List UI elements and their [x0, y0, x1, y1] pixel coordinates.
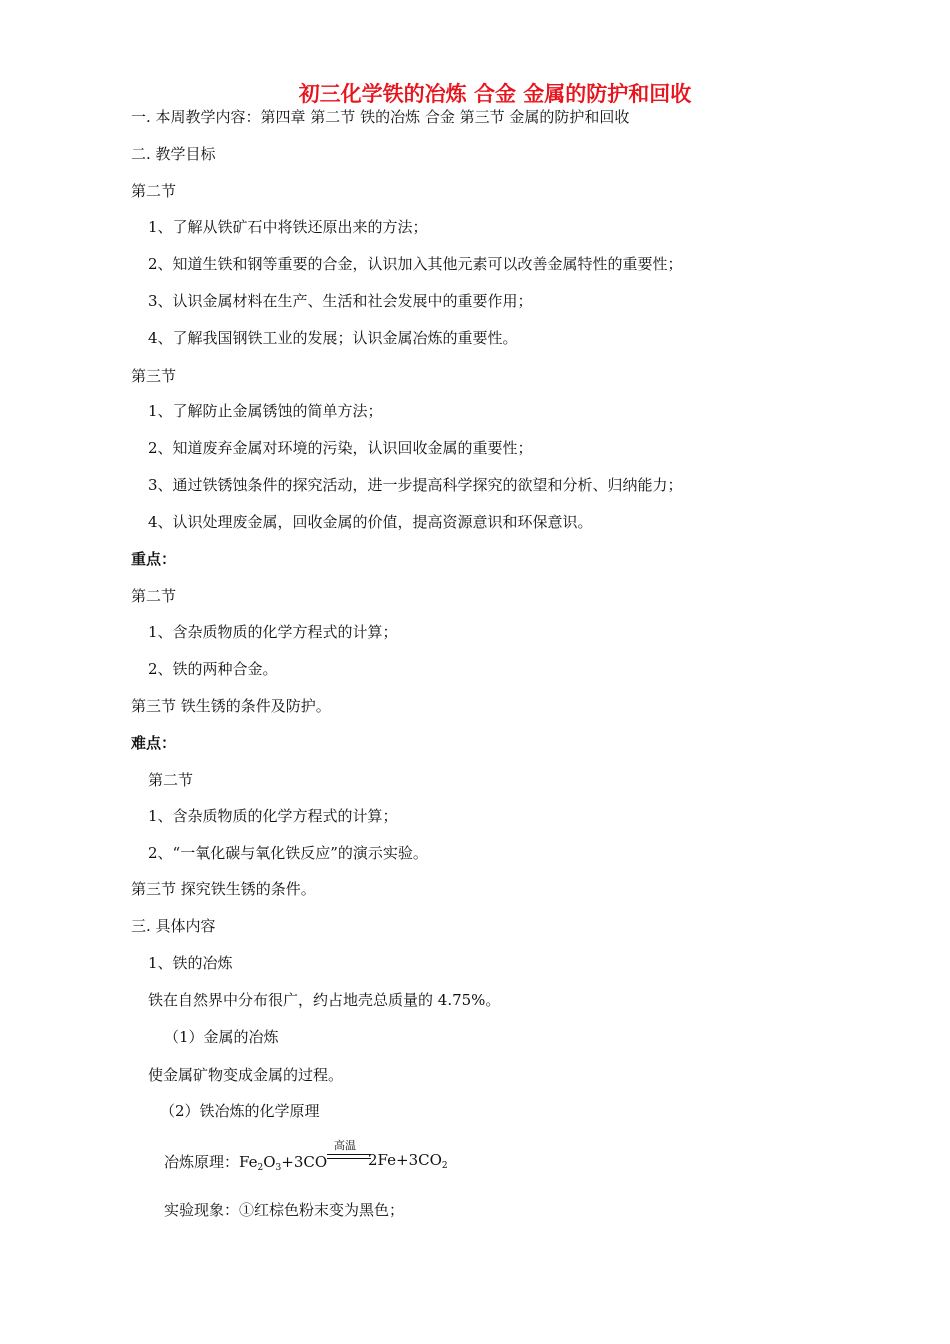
- co-reactant: +3CO: [281, 1153, 328, 1171]
- reaction-condition: 高温: [334, 1139, 356, 1152]
- difficult-item-2: 2、“一氧化碳与氧化铁反应”的演示实验。: [148, 844, 428, 862]
- fe-symbol: Fe: [239, 1153, 258, 1171]
- section-three-heading: 三. 具体内容: [131, 917, 216, 935]
- document-title: 初三化学铁的冶炼 合金 金属的防护和回收: [298, 82, 692, 106]
- goal-2-item-2: 2、知道生铁和钢等重要的合金，认识加入其他元素可以改善金属特性的重要性；: [148, 255, 683, 273]
- difficult-section-3: 第三节 探究铁生锈的条件。: [131, 880, 316, 898]
- section-one-content: 一. 本周教学内容：第四章 第二节 铁的冶炼 合金 第三节 金属的防护和回收: [131, 108, 630, 126]
- chemical-principle-subheading: （2）铁冶炼的化学原理: [160, 1102, 320, 1120]
- formula-label: 冶炼原理：: [164, 1153, 240, 1171]
- goal-3-item-3: 3、通过铁锈蚀条件的探究活动，进一步提高科学探究的欲望和分析、归纳能力；: [148, 476, 683, 494]
- iron-smelting-heading: 1、铁的冶炼: [148, 954, 233, 972]
- equation-equals-sign: [327, 1154, 371, 1159]
- metal-smelting-subheading: （1）金属的冶炼: [164, 1028, 279, 1046]
- metal-smelting-definition: 使金属矿物变成金属的过程。: [148, 1066, 344, 1084]
- difficult-section-2-heading: 第二节: [148, 771, 194, 789]
- product-text: 2Fe+3CO: [368, 1151, 442, 1169]
- difficult-item-1: 1、含杂质物质的化学方程式的计算；: [148, 807, 398, 825]
- equation-reactants: [164, 1151, 327, 1173]
- goal-section-3-heading: 第三节: [131, 367, 177, 385]
- goal-3-item-1: 1、了解防止金属锈蚀的简单方法；: [148, 402, 383, 420]
- key-section-2-heading: 第二节: [131, 587, 177, 605]
- iron-distribution-text: 铁在自然界中分布很广，约占地壳总质量的 4.75%。: [148, 991, 501, 1009]
- goal-2-item-1: 1、了解从铁矿石中将铁还原出来的方法；: [148, 218, 428, 236]
- fe-subscript: 2: [257, 1163, 264, 1173]
- o-subscript: 3: [275, 1163, 282, 1173]
- goal-2-item-4: 4、了解我国钢铁工业的发展；认识金属冶炼的重要性。: [148, 329, 518, 347]
- goal-3-item-4: 4、认识处理废金属，回收金属的价值，提高资源意识和环保意识。: [148, 513, 593, 531]
- key-points-heading: 重点：: [131, 550, 177, 568]
- co2-subscript: 2: [441, 1161, 448, 1171]
- difficult-points-heading: 难点：: [131, 734, 177, 752]
- experiment-phenomenon: 实验现象：①红棕色粉末变为黑色；: [164, 1201, 405, 1219]
- o-symbol: O: [263, 1153, 276, 1171]
- equation-products: [368, 1151, 448, 1171]
- section-two-heading: 二. 教学目标: [131, 145, 216, 163]
- goal-2-item-3: 3、认识金属材料在生产、生活和社会发展中的重要作用；: [148, 292, 533, 310]
- goal-3-item-2: 2、知道废弃金属对环境的污染，认识回收金属的重要性；: [148, 439, 533, 457]
- key-item-2: 2、铁的两种合金。: [148, 660, 278, 678]
- key-section-3: 第三节 铁生锈的条件及防护。: [131, 697, 331, 715]
- goal-section-2-heading: 第二节: [131, 182, 177, 200]
- key-item-1: 1、含杂质物质的化学方程式的计算；: [148, 623, 398, 641]
